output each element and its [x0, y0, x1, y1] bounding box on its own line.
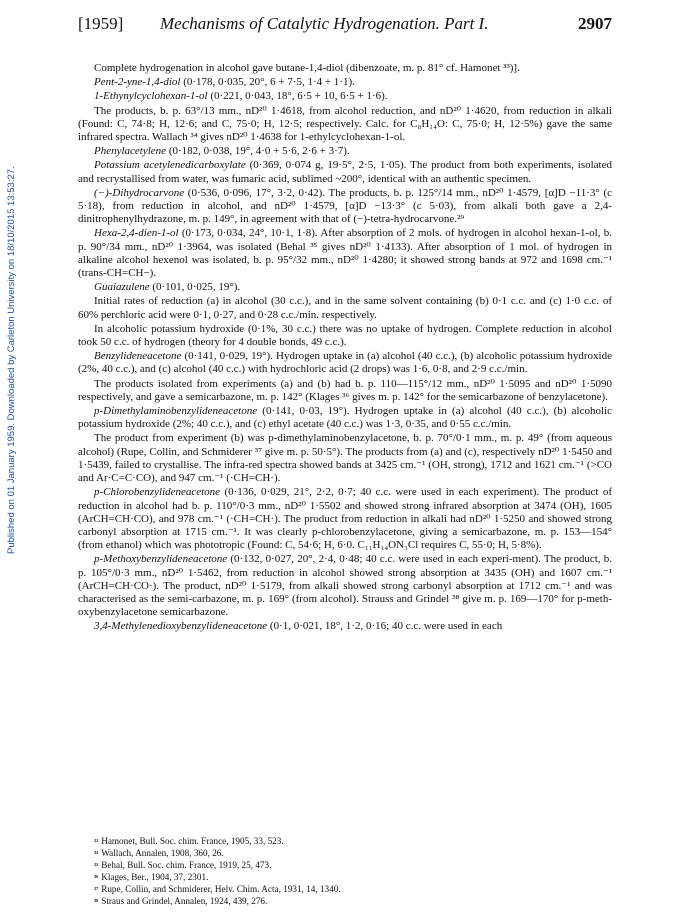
paragraph: [78, 620, 612, 633]
paragraph: [78, 227, 612, 280]
compound-name: p-Dimethylaminobenzylideneacetone: [94, 405, 258, 418]
footnote-number: ³⁵: [94, 862, 99, 870]
page-number: 2907: [578, 14, 612, 33]
footnote-text: Rupe, Collin, and Schmiderer, Helv. Chim. Acta, 1931, 14, 1340.: [101, 884, 341, 894]
footnote-text: Straus and Grindel, Annalen, 1924, 439, 276.: [101, 896, 268, 906]
article-body: [78, 62, 612, 634]
paragraph: [78, 62, 612, 75]
paragraph: [78, 378, 612, 404]
footnote-number: ³⁴: [94, 850, 99, 858]
paragraph-text: (0·536, 0·096, 17°, 3·2, 0·42). The products, b. p. 125°/14 mm., nD²⁰ 1·4579, [α]D −11·3° (c 5·18), from reduction in alcohol, and nD²⁰ 1·4579, [α]D −13·3° (c 5·03), from alkali both gave a 2,4-dinitrophenylhydrazone, m. p. 149°, in agreement with that of (−)-tetra-hydrocarvone.²⁹: [78, 186, 612, 226]
paragraph: [78, 76, 612, 89]
compound-name: 1-Ethynylcyclohexan-1-ol: [94, 90, 208, 103]
paragraph: [78, 159, 612, 185]
compound-name: Hexa-2,4-dien-1-ol: [94, 227, 179, 240]
footnote-number: ³³: [94, 838, 99, 846]
footnote: [78, 836, 612, 848]
journal-year: [1959]: [78, 14, 124, 33]
paragraph-text: (0·221, 0·043, 18°, 6·5 + 10, 6·5 + 1·6).: [207, 90, 388, 103]
footnote-number: ³⁷: [94, 886, 99, 894]
footnote: [78, 884, 612, 896]
compound-name: Pent-2-yne-1,4-diol: [94, 76, 181, 89]
paragraph: [78, 323, 612, 349]
paragraph: [78, 486, 612, 552]
paragraph: [78, 281, 612, 294]
running-title: Mechanisms of Catalytic Hydrogenation. Part I.: [160, 14, 489, 33]
paragraph-text: (0·369, 0·074 g, 19·5°, 2·5, 1·05). The product from both experiments, isolated and recrystallised from water, was fumaric acid, sublimed ~200°, identical with an authentic specimen.: [78, 159, 612, 185]
compound-name: Guaiazulene: [94, 281, 150, 294]
paragraph: [78, 405, 612, 431]
paragraph: [78, 295, 612, 321]
paragraph: [78, 350, 612, 376]
paragraph-text: The products isolated from experiments (a) and (b) had b. p. 110—115°/12 mm., nD²⁰ 1·5095 and nD²⁰ 1·5090 respectively, and gave a semicarbazone, m. p. 142° (Klages ³⁶ gives m. p. 142° for the semicarbazone of benzylacetone).: [78, 377, 612, 403]
compound-name: 3,4-Methylenedioxybenzylideneacetone: [94, 620, 268, 633]
footnote: [78, 848, 612, 860]
footnote-text: Behal, Bull. Soc. chim. France, 1919, 25, 473.: [101, 860, 272, 870]
paragraph: [78, 145, 612, 158]
paragraph-text: (0·178, 0·035, 20°, 6 + 7·5, 1·4 + 1·1).: [180, 76, 355, 89]
paragraph-text: In alcoholic potassium hydroxide (0·1%, 30 c.c.) there was no uptake of hydrogen. Complete reduction in alcohol took 50 c.c. of hydrogen (theory for 4 double bonds, 49 c.c.).: [78, 322, 612, 349]
paragraph-text: (0·101, 0·025, 19°).: [149, 281, 241, 294]
compound-name: p-Chlorobenzylideneacetone: [94, 486, 221, 499]
footnote-text: Hamonet, Bull. Soc. chim. France, 1905, 33, 523.: [101, 836, 284, 846]
paragraph-text: (0·141, 0·03, 19°). Hydrogen uptake in (a) alcohol (40 c.c.), (b) alcoholic potassium hydroxide (2%; 40 c.c.), and (c) ethyl acetate (40 c.c.) was 1·3, 0·35, and 0·55 c.c./min.: [78, 405, 612, 431]
footnote-text: Klages, Ber., 1904, 37, 2301.: [101, 872, 209, 882]
compound-name: Benzylideneacetone: [94, 350, 182, 363]
paragraph-text: (0·141, 0·029, 19°). Hydrogen uptake in (a) alcohol (40 c.c.), (b) alcoholic potassium hydroxide (2%, 40 c.c.), and (c) alcohol (40 c.c.) with hydrochloric acid (2 drops) was 1·6, 0·8, and 2·9 c.c./min.: [78, 350, 612, 376]
compound-name: p-Methoxybenzylideneacetone: [94, 553, 228, 566]
compound-name: Phenylacetylene: [94, 145, 167, 158]
page-header: [78, 14, 612, 36]
paragraph: [78, 187, 612, 227]
footnotes: [78, 836, 612, 908]
footnote-text: Wallach, Annalen, 1908, 360, 26.: [101, 848, 224, 858]
paragraph-text: Complete hydrogenation in alcohol gave butane-1,4-diol (dibenzoate, m. p. 81° cf. Hamonet ³³)].: [94, 62, 520, 74]
compound-name: Potassium acetylenedicarboxylate: [94, 159, 246, 172]
compound-name: (−)-Dihydrocarvone: [94, 186, 185, 199]
paragraph-text: (0·136, 0·029, 21°, 2·2, 0·7; 40 c.c. were used in each experiment). The product of reduction in alcohol had b. p. 110°/0·3 mm., nD²⁰ 1·5502 and showed strong infrared absorption at 3474 (OH), 1605 (ArCH=CH·CO), and 978 cm.⁻¹ (·CH=CH·). The product from reduction in alkali had nD²⁰ 1·5250 and showed strong carbonyl absorption at 1715 cm.⁻¹. It was clearly p-chlorobenzylacetone, giving a semicarbazone, m. p. 153—154° (from ethanol) which was phototropic (Found: C, 54·6; H, 6·0. C₁₁H₁₄ON₃Cl requires C, 55·0; H, 5·8%).: [78, 486, 612, 552]
paragraph-text: (0·132, 0·027, 20°, 2·4, 0·48; 40 c.c. were used in each experi-ment). The product, b. p. 105°/0·3 mm., nD²⁰ 1·5462, from reduction in alcohol showed strong absorption at 3435 (OH) and 1607 cm.⁻¹ (ArCH=CH·CO·). The product, nD²⁰ 1·5179, from alkali showed strong carbonyl absorption at 1712 cm.⁻¹ and was characterised as the semi-carbazone, m. p. 169° (from alcohol). Strauss and Grindel ³⁸ give m. p. 169—170° for p-meth-oxybenzylacetone semicarbazone.: [78, 553, 612, 619]
paragraph-text: (0·182, 0·038, 19°, 4·0 + 5·6, 2·6 + 3·7).: [166, 145, 350, 158]
paragraph: [78, 432, 612, 485]
footnote-number: ³⁸: [94, 898, 99, 906]
download-notice: Published on 01 January 1959. Downloaded by Carleton University on 18/10/2015 13:53:27.: [6, 166, 17, 554]
paragraph: [78, 105, 612, 145]
paragraph-text: (0·1, 0·021, 18°, 1·2, 0·16; 40 c.c. were used in each: [267, 620, 503, 633]
footnote: [78, 860, 612, 872]
footnote-number: ³⁶: [94, 874, 99, 882]
paragraph: [78, 90, 612, 103]
paragraph-text: (0·173, 0·034, 24°, 10·1, 1·8). After absorption of 2 mols. of hydrogen in alcohol hexan-1-ol, b. p. 90°/34 mm., nD²⁰ 1·3964, was isolated (Behal ³⁵ gives nD²⁰ 1·4133). After absorption of 1 mol. of hydrogen in alkaline alcohol hexenol was isolated, b. p. 95°/32 mm., nD²⁰ 1·4280; it showed strong bands at 972 and 1698 cm.⁻¹ (trans-CH=CH−).: [78, 227, 612, 280]
paragraph-text: The products, b. p. 63°/13 mm., nD²⁰ 1·4618, from alcohol reduction, and nD²⁰ 1·4620, from reduction in alkali (Found: C, 74·8; H, 12·6; and C, 75·0; H, 12·5; respectively. Calc. for C₈H₁₄O: C, 75·0; H, 12·5%) gave the same infrared spectra. Wallach ³⁴ gives nD²⁰ 1·4638 for 1-ethylcyclohexan-1-ol.: [78, 104, 612, 144]
paragraph-text: Initial rates of reduction (a) in alcohol (30 c.c.), and in the same solvent containing (b) 0·1 c.c. and (c) 1·0 c.c. of 60% perchloric acid were 0·1, 0·27, and 0·28 c.c./min. respectively.: [78, 295, 612, 321]
footnote: [78, 896, 612, 908]
paragraph: [78, 553, 612, 619]
footnote: [78, 872, 612, 884]
paragraph-text: The product from experiment (b) was p-dimethylaminobenzylacetone, b. p. 70°/0·1 mm., m. p. 49° (from aqueous alcohol) (Rupe, Collin, and Schmiderer ³⁷ give m. p. 50·5°). The products from (a) and (c), respectively nD²⁰ 1·5450 and 1·5439, failed to crystallise. The infra-red spectra showed bands at 3425 cm.⁻¹ (OH, strong), 1712 and 1621 cm.⁻¹ (>CO and Ar·C=C·CO), and 947 cm.⁻¹ (·CH=CH·).: [78, 432, 612, 485]
